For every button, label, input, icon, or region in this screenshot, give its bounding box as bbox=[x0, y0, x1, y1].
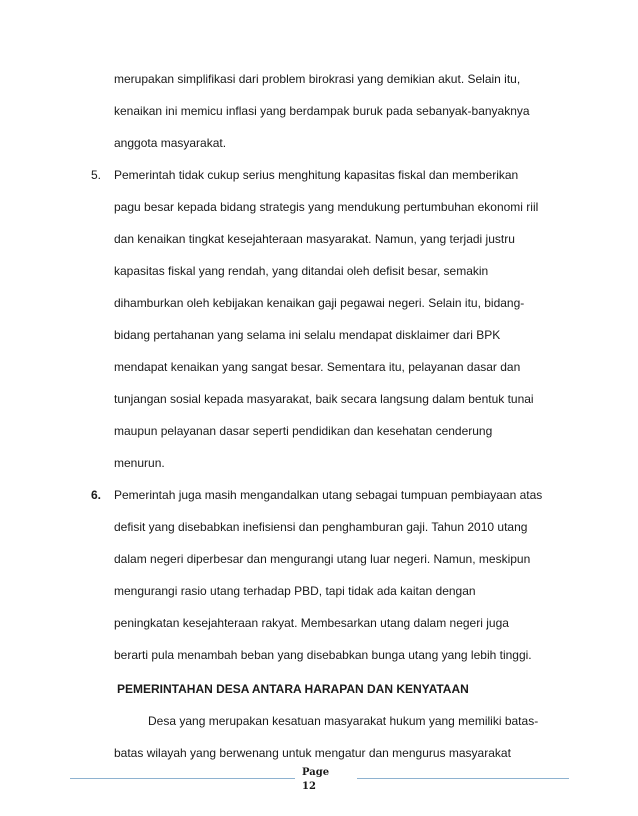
body-line: mengurangi rasio utang terhadap PBD, tapi tidak ada kaitan dengan bbox=[114, 584, 476, 598]
body-line: merupakan simplifikasi dari problem birokrasi yang demikian akut. Selain itu, bbox=[114, 72, 521, 86]
body-line: menurun. bbox=[114, 456, 165, 470]
body-line: Pemerintah juga masih mengandalkan utang sebagai tumpuan pembiayaan atas bbox=[114, 488, 543, 502]
section-heading: PEMERINTAHAN DESA ANTARA HARAPAN DAN KENYATAAN bbox=[117, 682, 469, 696]
list-number-5: 5. bbox=[91, 168, 102, 182]
footer-rule-right bbox=[357, 778, 569, 779]
body-line: anggota masyarakat. bbox=[114, 136, 227, 150]
body-line: Desa yang merupakan kesatuan masyarakat hukum yang memiliki batas- bbox=[148, 714, 539, 728]
body-line: kapasitas fiskal yang rendah, yang ditandai oleh defisit besar, semakin bbox=[114, 264, 489, 278]
body-line: maupun pelayanan dasar seperti pendidikan dan kesehatan cenderung bbox=[114, 424, 493, 438]
body-line: pagu besar kepada bidang strategis yang mendukung pertumbuhan ekonomi riil bbox=[114, 200, 539, 214]
page-number: 12 bbox=[302, 781, 316, 792]
body-line: dalam negeri diperbesar dan mengurangi utang luar negeri. Namun, meskipun bbox=[114, 552, 531, 566]
page-word: Page bbox=[302, 767, 330, 778]
footer-rule-left bbox=[70, 778, 295, 779]
body-line: peningkatan kesejahteraan rakyat. Membesarkan utang dalam negeri juga bbox=[114, 616, 509, 630]
list-number-6: 6. bbox=[91, 488, 102, 502]
body-line: tunjangan sosial kepada masyarakat, baik secara langsung dalam bentuk tunai bbox=[114, 392, 534, 406]
body-line: dihamburkan oleh kebijakan kenaikan gaji pegawai negeri. Selain itu, bidang- bbox=[114, 296, 525, 310]
body-line: berarti pula menambah beban yang disebabkan bunga utang yang lebih tinggi. bbox=[114, 648, 532, 662]
body-line: dan kenaikan tingkat kesejahteraan masyarakat. Namun, yang terjadi justru bbox=[114, 232, 515, 246]
body-line: bidang pertahanan yang selama ini selalu mendapat disklaimer dari BPK bbox=[114, 328, 501, 342]
body-line: batas wilayah yang berwenang untuk mengatur dan mengurus masyarakat bbox=[114, 746, 511, 760]
body-line: mendapat kenaikan yang sangat besar. Sementara itu, pelayanan dasar dan bbox=[114, 360, 521, 374]
body-line: defisit yang disebabkan inefisiensi dan penghamburan gaji. Tahun 2010 utang bbox=[114, 520, 528, 534]
body-line: Pemerintah tidak cukup serius menghitung kapasitas fiskal dan memberikan bbox=[114, 168, 519, 182]
body-line: kenaikan ini memicu inflasi yang berdampak buruk pada sebanyak-banyaknya bbox=[114, 104, 530, 118]
